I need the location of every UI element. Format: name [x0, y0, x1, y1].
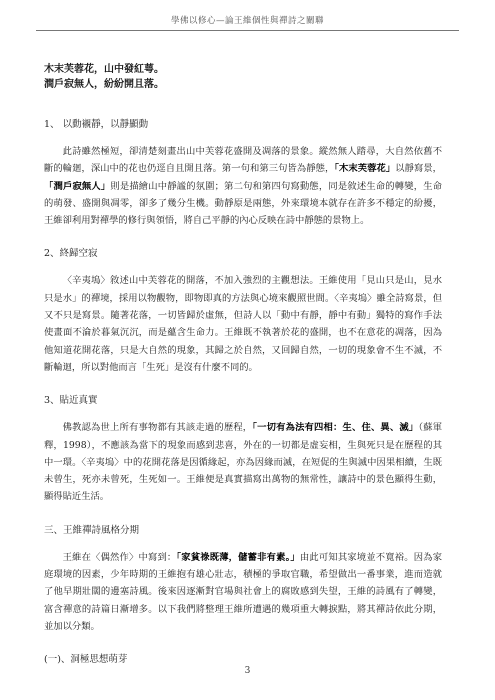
- section-1-text-b: 以靜寫景，: [395, 163, 442, 175]
- section-heading-5: (一)、洞極思想萌芽: [44, 654, 128, 666]
- quote-highlight-4: 「家貧祿既薄，儲蓄非有素。」: [176, 551, 300, 563]
- quote-highlight-3: 「一切有為法有四相：生、住、異、滅」: [252, 422, 419, 434]
- section-3-text-b: （蘇軍釋，1998），不應該為當下的現象而感到悲喜，外在的一切都是虛妄相，生與死只是在歷程的其中一環。〈辛夷塢〉中的花開花落是因循緣起，亦為因緣而滅，在短促的生與滅中因果相續，生既未曾生，死亦未曾死，生死如一。王維便是真實描寫出萬物的無常性，讓詩中的景色顯得生動，顯得貼近生活。: [44, 422, 442, 503]
- section-heading-3: 3、貼近真實: [44, 395, 98, 407]
- page-content: [44, 62, 442, 667]
- section-heading-1: 1、 以動襯靜，以靜顯動: [44, 119, 149, 130]
- poem-line-2: 澗戶寂無人，紛紛開且落。: [44, 79, 164, 90]
- section-1-paragraph: [44, 143, 442, 229]
- section-4-text-b: 由此可知其家境並不寬裕。因為家庭環境的因素，少年時期的王維抱有雄心壯志，積極的爭取官職，希望做出一番事業，進而造就了他早期壯闊的邊塞詩風。後來因逐漸對官場與社會上的腐敗感到失望，王維的詩風有了轉變，富含禪意的詩篇日漸增多。以下我們將整理王維所遭遇的幾項重大轉捩點，將其禪詩依此分期，並加以分類。: [44, 551, 442, 632]
- section-4-paragraph: [44, 549, 442, 635]
- page-number: 3: [244, 666, 251, 676]
- section-4-text-a: 王維在〈偶然作〉中寫到：: [62, 551, 177, 563]
- header-rule: [36, 30, 459, 31]
- section-heading-4: 三、王維禪詩風格分期: [44, 524, 140, 536]
- quote-highlight-2: 「澗戶寂無人」: [44, 180, 111, 192]
- running-header: 學佛以修心—論王維個性與禪詩之關聯: [170, 16, 324, 26]
- section-3-text-a: 佛教認為世上所有事物都有其該走過的歷程，: [62, 422, 253, 434]
- poem-line-1: 木末芙蓉花，山中發紅萼。: [44, 64, 164, 75]
- section-heading-2: 2、終歸空寂: [44, 248, 98, 260]
- section-1-text-a: 此詩雖然極短，卻清楚刻畫出山中芙蓉花盛開及凋落的景象。縱然無人踏尋，大自然依舊不斷的輪廻，深山中的花也仍逕自且開且落。第一句和第三句皆為靜態，: [44, 146, 442, 175]
- quote-highlight-1: 「木末芙蓉花」: [334, 163, 396, 175]
- section-3-paragraph: [44, 419, 442, 505]
- section-2-paragraph: 〈辛夷塢〉敘述山中芙蓉花的開落，不加入強烈的主觀想法。王維使用「見山只是山，見水只是水」的禪境，採用以物觀物，即物即真的方法與心境來觀照世間。〈辛夷塢〉雖全詩寫景，但又不只是寫景。隨著花落，一切皆歸於虛無，但詩人以「動中有靜，靜中有動」獨特的寫作手法使畫面不淪於暮氣沉沉，而是蘊含生命力。王維既不執著於花的盛開，也不在意花的凋落，因為他知道花開花落，只是大自然的現象，其歸之於自然，又回歸自然，一切的現象會不生不滅，不斷輪迴，所以對他而言「生死」是沒有什麼不同的。: [44, 275, 442, 373]
- section-1-text-c: 則是描繪山中靜謐的氛圍；第二句和第四句寫動態，同是敘述生命的轉變，生命的萌發、盛開與凋零，卻多了幾分生機。動靜原是兩態，外來環境本就存在許多不穩定的紛擾，王維卻利用對禪學的修行與領悟，將自己平靜的內心反映在詩中靜態的景物上。: [44, 180, 442, 227]
